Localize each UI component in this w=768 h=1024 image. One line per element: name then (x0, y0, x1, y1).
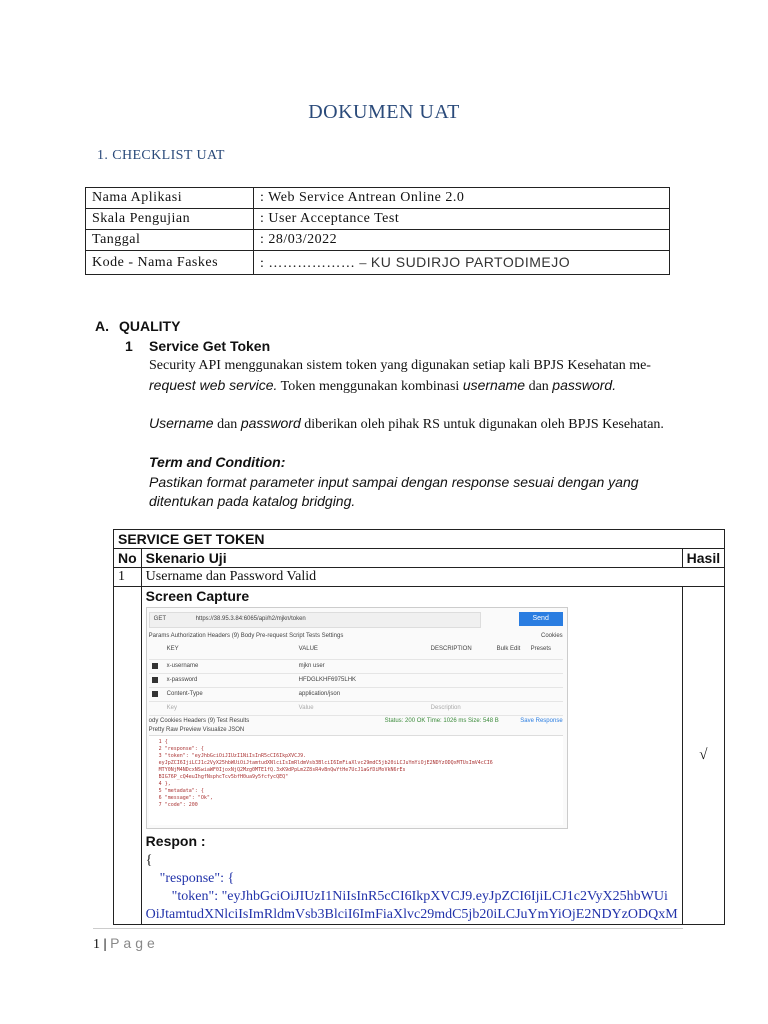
info-value: : 28/03/2022 (254, 230, 670, 251)
response-line: "response": { (159, 871, 235, 886)
url-text: https://38.95.3.84:6065/api/h2/mjkn/token (195, 616, 306, 622)
faskes-name: KU SUDIRJO PARTODIMEJO (370, 253, 571, 270)
credential-paragraph: Username dan password diberikan oleh pihak RS untuk digunakan oleh BPJS Kesehatan. (149, 415, 664, 432)
table-row: x-password HFDGLKHF6975LHK (149, 674, 563, 688)
row-scenario: Username dan Password Valid (141, 568, 724, 587)
table-row (114, 587, 725, 925)
table-row (86, 251, 670, 275)
page-word: Page (110, 935, 159, 951)
header-columns: KEY VALUE DESCRIPTION Bulk Edit Presets (149, 646, 563, 660)
service-number: 1 (125, 338, 133, 354)
info-label: Kode - Nama Faskes (86, 251, 254, 275)
col-result: Hasil (682, 549, 724, 568)
service-table (113, 529, 725, 925)
info-table (85, 187, 670, 275)
evidence-cell (141, 587, 682, 925)
table-title-row (114, 530, 725, 549)
send-button: Send (519, 612, 563, 626)
info-label: Skala Pengujian (86, 209, 254, 230)
table-header-row (114, 549, 725, 568)
section-heading: 1. CHECKLIST UAT (97, 148, 225, 163)
quality-heading (95, 318, 180, 334)
footer-divider (93, 928, 683, 929)
response-line: OiJtamtudXNlciIsImRldmVsb3BlciI6ImFiaXlvc29mdC5jb20iLCJuYmYiOjE2NDYzODQxM (145, 907, 678, 922)
screenshot-image (146, 607, 568, 829)
col-no: No (114, 549, 142, 568)
footer-separator: | (100, 937, 111, 952)
checkbox-icon (152, 663, 158, 669)
info-label: Nama Aplikasi (86, 188, 254, 209)
request-tabs: Params Authorization Headers (9) Body Pre-request Script Tests Settings Cookies (148, 633, 563, 639)
result-cell (682, 587, 724, 925)
url-bar (149, 612, 481, 628)
quality-label: QUALITY (119, 318, 181, 334)
quality-letter: A. (95, 318, 109, 334)
terms-title: Term and Condition: (149, 454, 286, 470)
response-line: { (145, 853, 153, 868)
page-title: DOKUMEN UAT (308, 101, 460, 123)
service-heading (125, 338, 270, 354)
info-value: : Web Service Antrean Online 2.0 (254, 188, 670, 209)
view-tabs: Pretty Raw Preview Visualize JSON (148, 727, 245, 733)
screen-capture-label: Screen Capture (145, 588, 250, 604)
terms-text: Pastikan format parameter input sampai dengan response sesuai dengan yang ditentukan pada katalog bridging. (149, 473, 639, 509)
faskes-code: : ……………… – (260, 255, 367, 271)
description-paragraph: Security API menggunakan sistem token yang digunakan setiap kali BPJS Kesehatan me-request web service. Token menggunakan kombinasi username dan password. (149, 358, 651, 394)
code-view: 1 { 2 "response": { 3 "token": "eyJhbGciOiJIUzI1NiIsInR5cCI6IkpXVCJ9. eyJpZCI6IjiLCJ1c2VyX25hbWUiOiJtamtudXNlciIsImRldmVsb3BlciI6ImFiaXlvc29mdC5jb20iLCJuYmYiOjE2NDYzODQxMTUsImV4cCI6 MTY0NjM4NDcxNSwiaWF0IjoxNjQ2Mzg0MTE1fQ.3xK9dPpLm2Z8sR4vBnQwYtHe7UcJ1aGfDiMoVkN6rEs BIG76P_cQ4euIhgfNsphcTcv5bfH0ua9y5fcfycQEQ" 4 }, 5 "metadata": { 6 "message": "Ok", 7 "code": 200 (149, 735, 563, 825)
row-number: 1 (114, 568, 142, 587)
check-mark-icon: √ (699, 747, 708, 763)
page-number: 1 (93, 937, 100, 952)
table-row (86, 209, 670, 230)
table-row: Content-Type application/json (149, 688, 563, 702)
service-title: Service Get Token (149, 338, 271, 354)
terms-block (149, 453, 669, 512)
table-title: SERVICE GET TOKEN (114, 530, 725, 549)
info-label: Tanggal (86, 230, 254, 251)
table-row (86, 188, 670, 209)
table-row (114, 568, 725, 587)
info-value: : User Acceptance Test (254, 209, 670, 230)
checkbox-icon (152, 691, 158, 697)
col-scenario: Skenario Uji (141, 549, 682, 568)
table-row: x-username mjkn user (149, 660, 563, 674)
page-footer (93, 935, 159, 953)
respon-label: Respon : (145, 833, 206, 849)
response-line: "token": "eyJhbGciOiJIUzI1NiIsInR5cCI6IkpXVCJ9.eyJpZCI6IjiLCJ1c2VyX25hbWUi (171, 889, 668, 904)
table-row (86, 230, 670, 251)
info-value (254, 251, 670, 275)
method-select: GET (153, 616, 167, 622)
table-row: Key Value Description (149, 702, 563, 716)
response-tabs: ody Cookies Headers (9) Test Results Status: 200 OK Time: 1026 ms Size: 548 B Save Response (148, 718, 563, 724)
checkbox-icon (152, 677, 158, 683)
